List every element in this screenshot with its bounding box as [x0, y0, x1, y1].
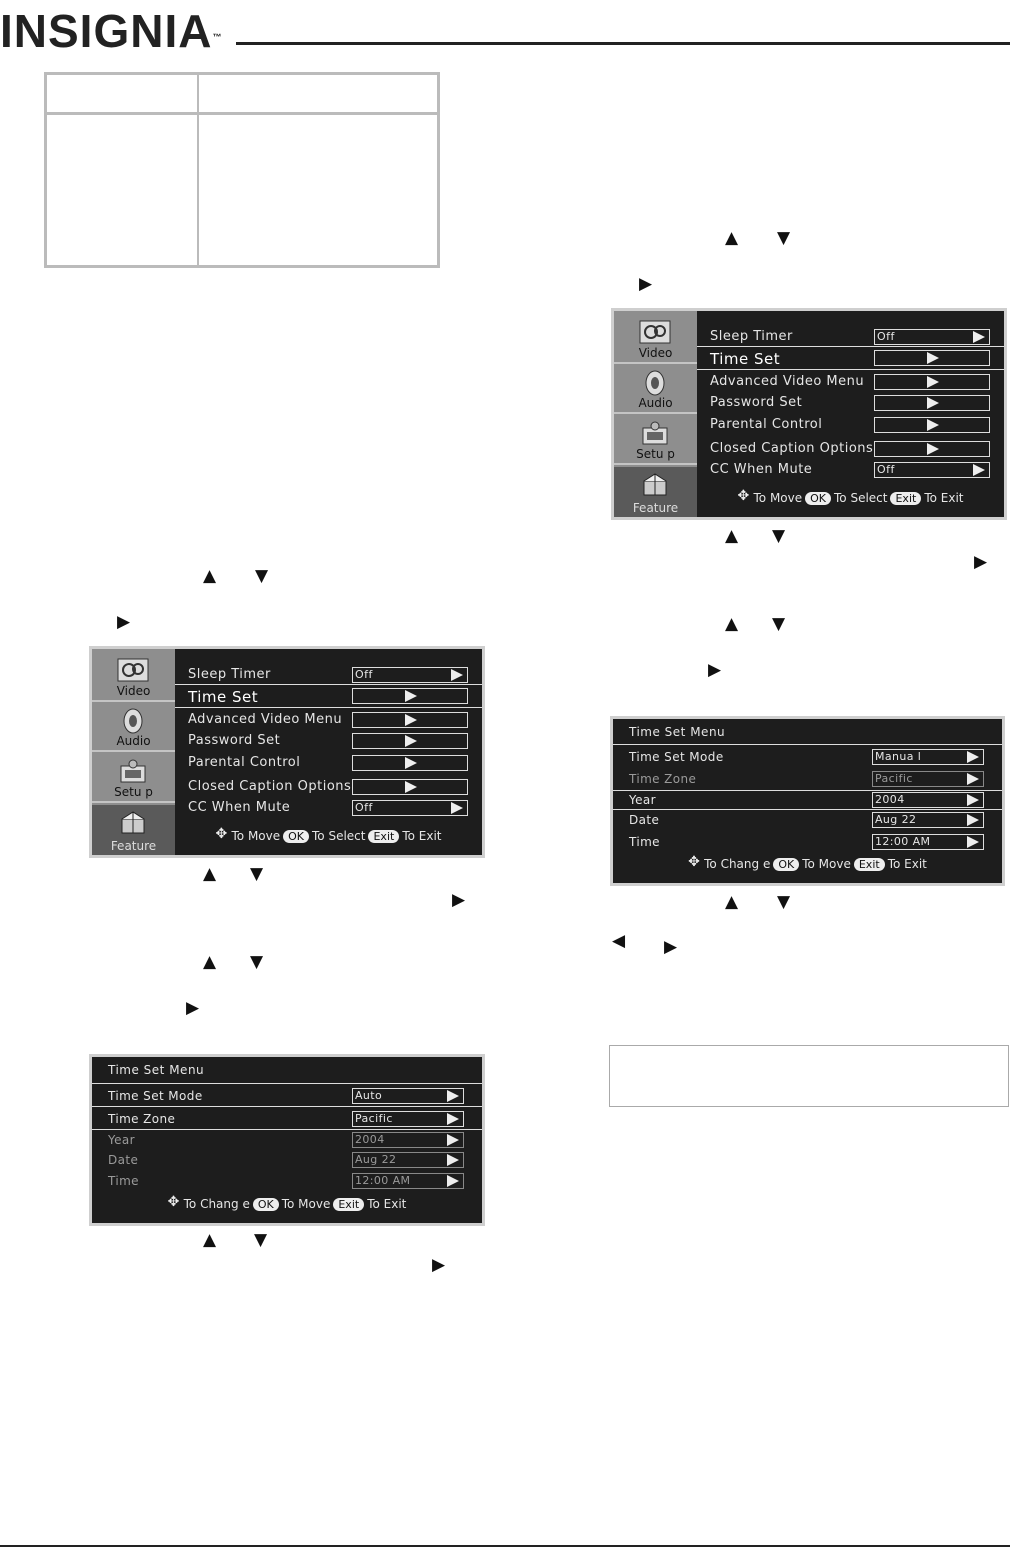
value-box: Pacific [352, 1111, 464, 1127]
up-arrow-icon: ▲ [203, 864, 217, 884]
right-arrow-icon: ▶ [664, 937, 678, 957]
menu-item-sleep-timer[interactable]: Sleep Timer Off [710, 327, 990, 347]
right-arrow-icon: ▶ [639, 274, 653, 294]
value-box: 12:00 AM [872, 834, 984, 850]
right-arrow-icon: ▶ [432, 1255, 446, 1275]
time-row-zone[interactable]: Time Zone Pacific [92, 1109, 482, 1129]
menu-sidebar [92, 649, 175, 855]
dpad-icon [738, 491, 751, 504]
menu-item-password-set[interactable]: Password Set [188, 731, 468, 751]
value-box: Off [874, 329, 990, 345]
exit-button-icon: Exit [890, 492, 921, 505]
value-box [352, 755, 468, 771]
value-box [352, 733, 468, 749]
feature-menu-right [611, 308, 1007, 520]
right-arrow-icon [967, 773, 979, 785]
exit-button-icon: Exit [854, 858, 885, 871]
right-arrow-icon: ▶ [117, 612, 131, 632]
value-box [352, 688, 468, 704]
feature-icon [116, 809, 150, 837]
up-arrow-icon: ▲ [725, 892, 739, 912]
time-menu-title: Time Set Menu [108, 1063, 205, 1077]
right-arrow-icon [451, 802, 463, 814]
down-arrow-icon: ▼ [255, 566, 269, 586]
time-row-zone[interactable]: Time Zone Pacific [613, 769, 1002, 789]
value-box: 2004 [872, 792, 984, 808]
value-box [352, 779, 468, 795]
empty-table [44, 72, 440, 268]
video-icon [116, 657, 150, 685]
time-row-year[interactable]: Year 2004 [92, 1130, 482, 1150]
ok-button-icon: OK [283, 830, 309, 843]
time-row-date[interactable]: Date Aug 22 [92, 1150, 482, 1170]
right-arrow-icon: ▶ [708, 660, 722, 680]
down-arrow-icon: ▼ [777, 892, 791, 912]
menu-item-time-set[interactable]: Time Set [710, 348, 990, 368]
up-arrow-icon: ▲ [725, 614, 739, 634]
right-arrow-icon: ▶ [186, 998, 200, 1018]
right-arrow-icon [967, 751, 979, 763]
right-arrow-icon [967, 814, 979, 826]
up-arrow-icon: ▲ [725, 526, 739, 546]
value-box: Off [874, 462, 990, 478]
ok-button-icon: OK [805, 492, 831, 505]
time-menu-title: Time Set Menu [629, 725, 726, 739]
dpad-icon [688, 857, 701, 870]
right-arrow-icon [973, 331, 985, 343]
menu-item-closed-caption[interactable]: Closed Caption Options [710, 439, 990, 459]
value-box [874, 441, 990, 457]
right-arrow-icon [927, 376, 939, 388]
video-icon [638, 319, 672, 347]
category-feature[interactable]: Feature [614, 467, 697, 517]
down-arrow-icon: ▼ [254, 1230, 268, 1250]
right-arrow-icon [451, 669, 463, 681]
time-row-time[interactable]: Time 12:00 AM [92, 1171, 482, 1191]
dpad-icon [216, 829, 229, 842]
value-box [874, 350, 990, 366]
menu-item-password-set[interactable]: Password Set [710, 393, 990, 413]
note-box [609, 1045, 1009, 1107]
category-feature[interactable]: Feature [92, 805, 175, 855]
value-box: Pacific [872, 771, 984, 787]
category-audio[interactable]: Audio [92, 703, 175, 752]
value-box [874, 417, 990, 433]
header-rule [236, 42, 1010, 45]
menu-item-sleep-timer[interactable]: Sleep Timer Off [188, 665, 468, 685]
right-arrow-icon [447, 1090, 459, 1102]
menu-footer: ✥To Move OK To Select Exit To Exit [175, 829, 482, 843]
speaker-icon [116, 707, 150, 735]
menu-item-parental-control[interactable]: Parental Control [710, 415, 990, 435]
menu-item-time-set[interactable]: Time Set [188, 686, 468, 706]
up-arrow-icon: ▲ [203, 1230, 217, 1250]
value-box [352, 712, 468, 728]
time-row-date[interactable]: Date Aug 22 [613, 810, 1002, 830]
value-box: 12:00 AM [352, 1173, 464, 1189]
right-arrow-icon [447, 1113, 459, 1125]
category-video[interactable]: Video [614, 315, 697, 364]
right-arrow-icon: ▶ [452, 890, 466, 910]
insignia-logo: INSIGNIA™ [0, 5, 223, 57]
right-arrow-icon [967, 794, 979, 806]
down-arrow-icon: ▼ [772, 614, 786, 634]
time-set-menu-auto [89, 1054, 485, 1226]
value-box: Off [352, 667, 468, 683]
value-box [874, 374, 990, 390]
divider [92, 1106, 482, 1107]
time-row-time[interactable]: Time 12:00 AM [613, 832, 1002, 852]
right-arrow-icon [447, 1134, 459, 1146]
right-arrow-icon [927, 419, 939, 431]
time-row-mode[interactable]: Time Set Mode Auto [92, 1086, 482, 1106]
menu-item-parental-control[interactable]: Parental Control [188, 753, 468, 773]
value-box: Aug 22 [872, 812, 984, 828]
setup-icon [116, 758, 150, 786]
exit-button-icon: Exit [333, 1198, 364, 1211]
value-box: Auto [352, 1088, 464, 1104]
speaker-icon [638, 369, 672, 397]
table-column-divider [197, 75, 199, 265]
category-setup[interactable]: Setu p [92, 754, 175, 803]
menu-item-cc-when-mute[interactable]: CC When Mute Off [188, 798, 468, 818]
menu-item-closed-caption[interactable]: Closed Caption Options [188, 777, 468, 797]
category-setup[interactable]: Setu p [614, 416, 697, 465]
value-box: Manua l [872, 749, 984, 765]
time-row-mode[interactable]: Time Set Mode Manua l [613, 747, 1002, 767]
down-arrow-icon: ▼ [250, 952, 264, 972]
up-arrow-icon: ▲ [203, 952, 217, 972]
menu-item-advanced-video[interactable]: Advanced Video Menu [188, 710, 468, 730]
table-header-row [47, 75, 437, 115]
right-arrow-icon [405, 714, 417, 726]
right-arrow-icon [405, 690, 417, 702]
menu-sidebar [614, 311, 697, 517]
category-video[interactable]: Video [92, 653, 175, 702]
time-menu-footer: ✥To Chang e OK To Move Exit To Exit [92, 1197, 482, 1211]
menu-footer: ✥To Move OK To Select Exit To Exit [697, 491, 1004, 505]
right-arrow-icon: ▶ [974, 552, 988, 572]
divider [92, 1083, 482, 1084]
value-box: Off [352, 800, 468, 816]
value-box: 2004 [352, 1132, 464, 1148]
right-arrow-icon [405, 757, 417, 769]
menu-item-cc-when-mute[interactable]: CC When Mute Off [710, 460, 990, 480]
right-arrow-icon [927, 397, 939, 409]
category-audio[interactable]: Audio [614, 365, 697, 414]
up-arrow-icon: ▲ [203, 566, 217, 586]
divider [613, 744, 1002, 745]
footer-rule [0, 1545, 1010, 1547]
dpad-icon [168, 1197, 181, 1210]
value-box: Aug 22 [352, 1152, 464, 1168]
right-arrow-icon [405, 735, 417, 747]
right-arrow-icon [927, 443, 939, 455]
setup-icon [638, 420, 672, 448]
ok-button-icon: OK [773, 858, 799, 871]
right-arrow-icon [973, 464, 985, 476]
down-arrow-icon: ▼ [777, 228, 791, 248]
right-arrow-icon [447, 1154, 459, 1166]
time-menu-footer: ✥To Chang e OK To Move Exit To Exit [613, 857, 1002, 871]
left-arrow-icon: ◀ [612, 931, 626, 951]
exit-button-icon: Exit [368, 830, 399, 843]
feature-menu-left [89, 646, 485, 858]
ok-button-icon: OK [253, 1198, 279, 1211]
menu-item-advanced-video[interactable]: Advanced Video Menu [710, 372, 990, 392]
value-box [874, 395, 990, 411]
right-arrow-icon [927, 352, 939, 364]
right-arrow-icon [447, 1175, 459, 1187]
time-row-year[interactable]: Year 2004 [613, 790, 1002, 810]
down-arrow-icon: ▼ [772, 526, 786, 546]
down-arrow-icon: ▼ [250, 864, 264, 884]
right-arrow-icon [405, 781, 417, 793]
feature-icon [638, 471, 672, 499]
time-set-menu-manual [610, 716, 1005, 886]
right-arrow-icon [967, 836, 979, 848]
up-arrow-icon: ▲ [725, 228, 739, 248]
